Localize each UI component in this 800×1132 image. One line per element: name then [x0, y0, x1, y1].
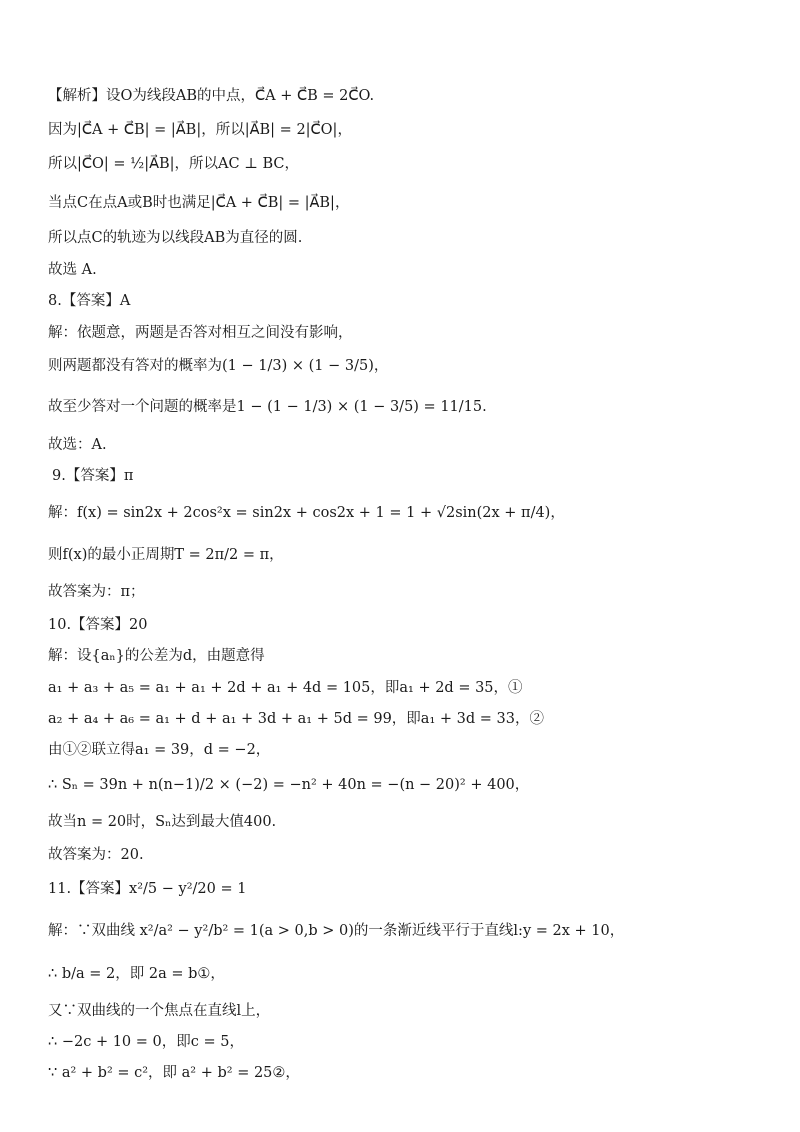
analysis-line-3: 所以|C⃗O| = ½|A⃗B|，所以AC ⊥ BC， — [48, 156, 299, 172]
analysis-line-1: 【解析】设O为线段AB的中点，C⃗A + C⃗B = 2C⃗O. — [48, 88, 375, 104]
analysis-line-5: 所以点C的轨迹为以线段AB为直径的圆. — [48, 230, 303, 246]
q9-line-2: 则f(x)的最小正周期T = 2π/2 = π， — [48, 547, 284, 563]
q10-line-5: ∴ Sₙ = 39n + n(n−1)/2 × (−2) = −n² + 40n = −(n − 20)² + 400， — [48, 777, 530, 793]
q10-line-4: 由①②联立得a₁ = 39，d = −2， — [48, 742, 271, 758]
q11-line-4: ∴ −2c + 10 = 0，即c = 5， — [48, 1034, 244, 1050]
q9-line-1: 解：f(x) = sin2x + 2cos²x = sin2x + cos2x + 1 = 1 + √2sin(2x + π/4)， — [48, 505, 565, 521]
q9-line-3: 故答案为：π； — [48, 584, 145, 600]
q11-line-5: ∵ a² + b² = c²，即 a² + b² = 25②， — [48, 1065, 300, 1081]
q10-line-6: 故当n = 20时，Sₙ达到最大值400. — [48, 814, 277, 830]
q10-line-1: 解：设{aₙ}的公差为d，由题意得 — [48, 648, 265, 664]
q8-line-2: 则两题都没有答对的概率为(1 − 1/3) × (1 − 3/5)， — [48, 358, 389, 374]
q10-answer: 10.【答案】20 — [48, 617, 148, 633]
analysis-line-6: 故选 A. — [48, 262, 97, 278]
q8-line-4: 故选：A. — [48, 437, 107, 453]
q8-line-3: 故至少答对一个问题的概率是1 − (1 − 1/3) × (1 − 3/5) = 11/15. — [48, 399, 487, 415]
analysis-line-4: 当点C在点A或B时也满足|C⃗A + C⃗B| = |A⃗B|， — [48, 195, 350, 211]
analysis-line-2: 因为|C⃗A + C⃗B| = |A⃗B|，所以|A⃗B| = 2|C⃗O|， — [48, 122, 352, 138]
q11-line-1: 解：∵双曲线 x²/a² − y²/b² = 1(a > 0,b > 0)的一条渐近线平行于直线l:y = 2x + 10， — [48, 923, 625, 939]
q10-line-2: a₁ + a₃ + a₅ = a₁ + a₁ + 2d + a₁ + 4d = 105，即a₁ + 2d = 35，① — [48, 680, 523, 696]
q8-line-1: 解：依题意，两题是否答对相互之间没有影响， — [48, 325, 353, 341]
q11-line-2: ∴ b/a = 2，即 2a = b①， — [48, 966, 225, 982]
q9-answer: 9.【答案】π — [52, 468, 134, 484]
q11-answer: 11.【答案】x²/5 − y²/20 = 1 — [48, 881, 247, 897]
q10-line-7: 故答案为：20. — [48, 847, 144, 863]
q8-answer: 8.【答案】A — [48, 293, 131, 309]
q11-line-3: 又∵双曲线的一个焦点在直线l上， — [48, 1003, 271, 1019]
q10-line-3: a₂ + a₄ + a₆ = a₁ + d + a₁ + 3d + a₁ + 5d = 99，即a₁ + 3d = 33，② — [48, 711, 544, 727]
